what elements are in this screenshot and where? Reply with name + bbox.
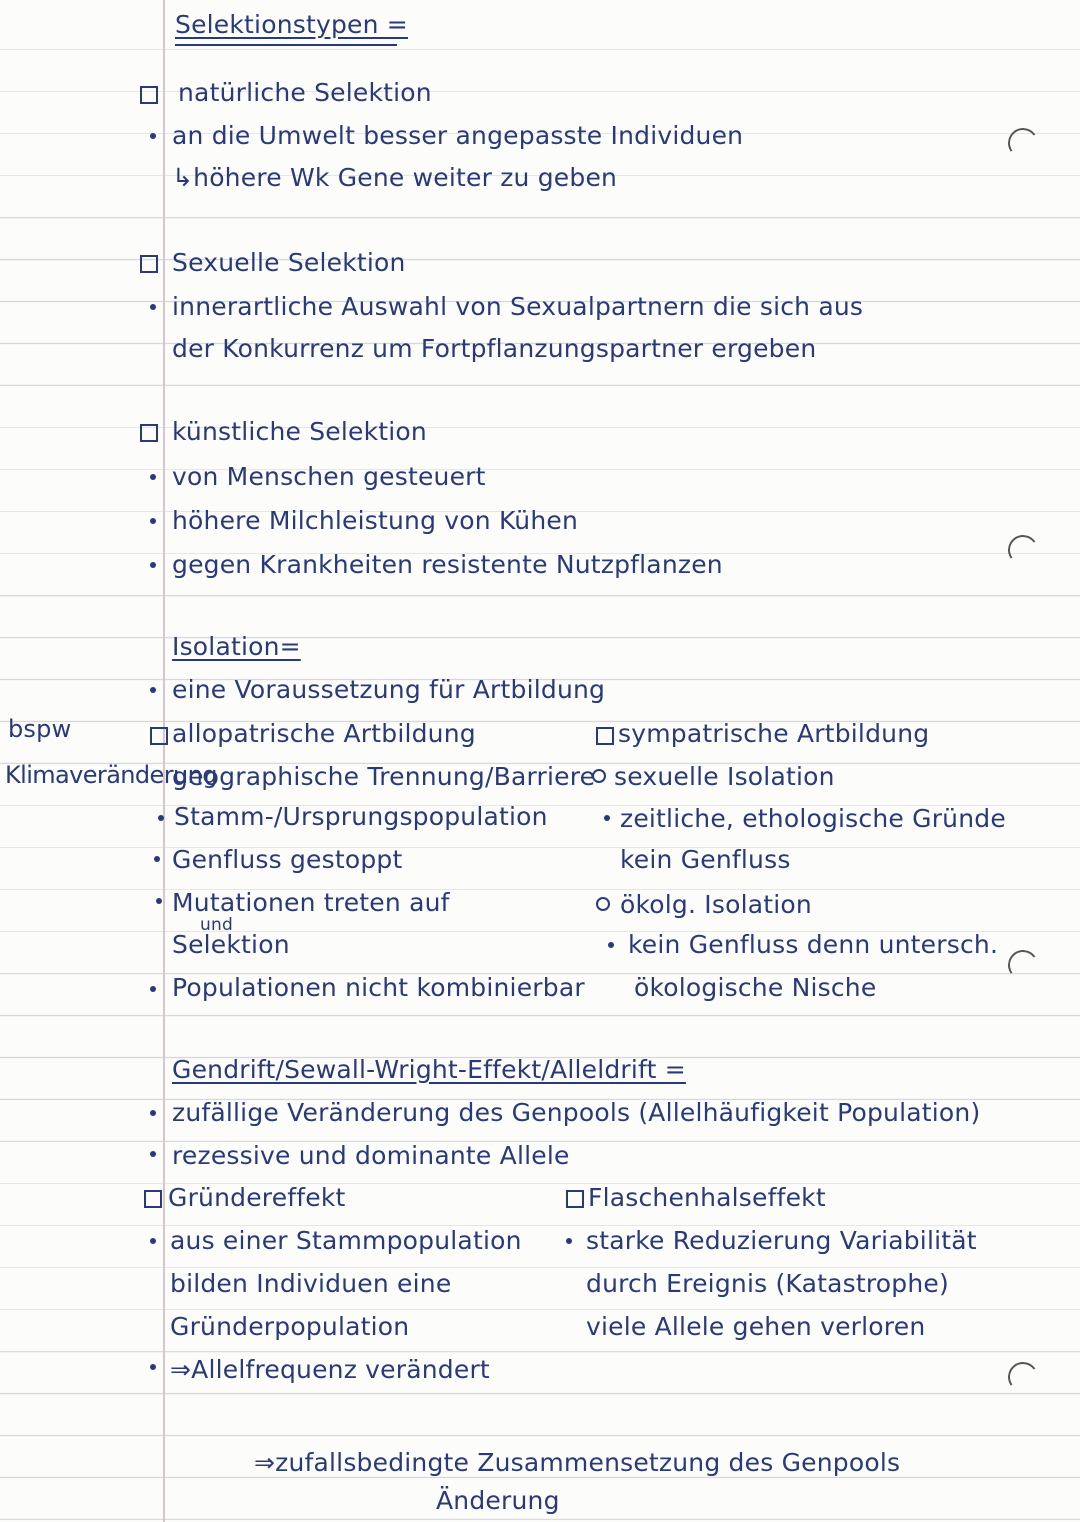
checkbox-icon [140, 86, 158, 104]
checkbox-icon [140, 255, 158, 273]
note-line: Stamm-/Ursprungspopulation [174, 802, 548, 831]
note-line: rezessive und dominante Allele [172, 1141, 570, 1170]
note-line: Gründerpopulation [170, 1312, 410, 1341]
note-line: kein Genfluss [620, 845, 791, 874]
note-line: Genfluss gestoppt [172, 845, 403, 874]
punch-hole-3 [1006, 948, 1041, 983]
heading-double-underline [175, 44, 397, 46]
checkbox-icon [144, 1190, 162, 1208]
bullet-dot [150, 1364, 156, 1370]
checkbox-icon [140, 424, 158, 442]
bullet-dot [154, 856, 160, 862]
bullet-ring [596, 897, 610, 911]
subheading-gruendereffekt: Gründereffekt [168, 1183, 346, 1212]
checkbox-icon [566, 1190, 584, 1208]
note-line: Mutationen treten auf [172, 888, 450, 917]
bullet-dot [150, 518, 156, 524]
conclusion-insertion: Änderung [436, 1486, 560, 1515]
margin-note-bspw: bspw [8, 715, 72, 743]
subheading-kuenstliche-selektion: künstliche Selektion [172, 417, 427, 446]
note-line: ↳höhere Wk Gene weiter zu geben [172, 163, 618, 192]
bullet-dot [158, 815, 164, 821]
note-line: zeitliche, ethologische Gründe [620, 804, 1006, 833]
note-line-small: und [200, 915, 233, 935]
punch-hole-2 [1006, 533, 1041, 568]
note-line: ökologische Nische [634, 973, 877, 1002]
bullet-dot [150, 986, 156, 992]
note-line: innerartliche Auswahl von Sexualpartnern die sich aus [172, 292, 864, 321]
heading-selektionstypen: Selektionstypen = [175, 10, 408, 39]
margin-note-klimaveraenderung: Klimaveränderung [5, 761, 217, 789]
note-line: Populationen nicht kombinierbar [172, 973, 585, 1002]
bullet-ring [592, 769, 606, 783]
note-line: geographische Trennung/Barriere [172, 762, 596, 791]
note-line: gegen Krankheiten resistente Nutzpflanzen [172, 550, 723, 579]
punch-hole-4 [1006, 1360, 1041, 1395]
subheading-natuerliche-selektion: natürliche Selektion [178, 78, 432, 107]
bullet-dot [150, 687, 156, 693]
bullet-dot [150, 1151, 156, 1157]
note-line: höhere Milchleistung von Kühen [172, 506, 579, 535]
note-line: Selektion [172, 930, 290, 959]
note-line: starke Reduzierung Variabilität [586, 1226, 977, 1255]
checkbox-icon [150, 727, 168, 745]
conclusion-line: ⇒zufallsbedingte Zusammensetzung des Genpools [254, 1448, 901, 1477]
note-line: aus einer Stammpopulation [170, 1226, 522, 1255]
note-line: eine Voraussetzung für Artbildung [172, 675, 606, 704]
subheading-sexuelle-selektion: Sexuelle Selektion [172, 248, 406, 277]
bullet-dot [150, 304, 156, 310]
note-line: ökolg. Isolation [620, 890, 812, 919]
note-line: bilden Individuen eine [170, 1269, 452, 1298]
subheading-flaschenhalseffekt: Flaschenhalseffekt [588, 1183, 826, 1212]
note-line: viele Allele gehen verloren [586, 1312, 926, 1341]
bullet-dot [150, 1238, 156, 1244]
bullet-dot [150, 133, 156, 139]
bullet-dot [150, 1110, 156, 1116]
note-line: sexuelle Isolation [614, 762, 835, 791]
punch-hole-1 [1006, 126, 1041, 161]
note-line: ⇒Allelfrequenz verändert [170, 1355, 490, 1384]
note-line: an die Umwelt besser angepasste Individuen [172, 121, 744, 150]
bullet-dot [608, 942, 614, 948]
heading-gendrift: Gendrift/Sewall-Wright-Effekt/Alleldrift = [172, 1055, 686, 1084]
note-line: kein Genfluss denn untersch. [628, 930, 999, 959]
bullet-dot [150, 474, 156, 480]
bullet-dot [156, 898, 162, 904]
heading-isolation: Isolation= [172, 632, 301, 661]
note-line: zufällige Veränderung des Genpools (Allelhäufigkeit Population) [172, 1098, 981, 1127]
note-line: von Menschen gesteuert [172, 462, 486, 491]
bullet-dot [150, 562, 156, 568]
note-line: der Konkurrenz um Fortpflanzungspartner ergeben [172, 334, 817, 363]
bullet-dot [604, 815, 610, 821]
note-line: durch Ereignis (Katastrophe) [586, 1269, 949, 1298]
checkbox-icon [596, 727, 614, 745]
subheading-allopatrische-artbildung: allopatrische Artbildung [172, 719, 476, 748]
bullet-dot [566, 1238, 572, 1244]
subheading-sympatrische-artbildung: sympatrische Artbildung [618, 719, 930, 748]
